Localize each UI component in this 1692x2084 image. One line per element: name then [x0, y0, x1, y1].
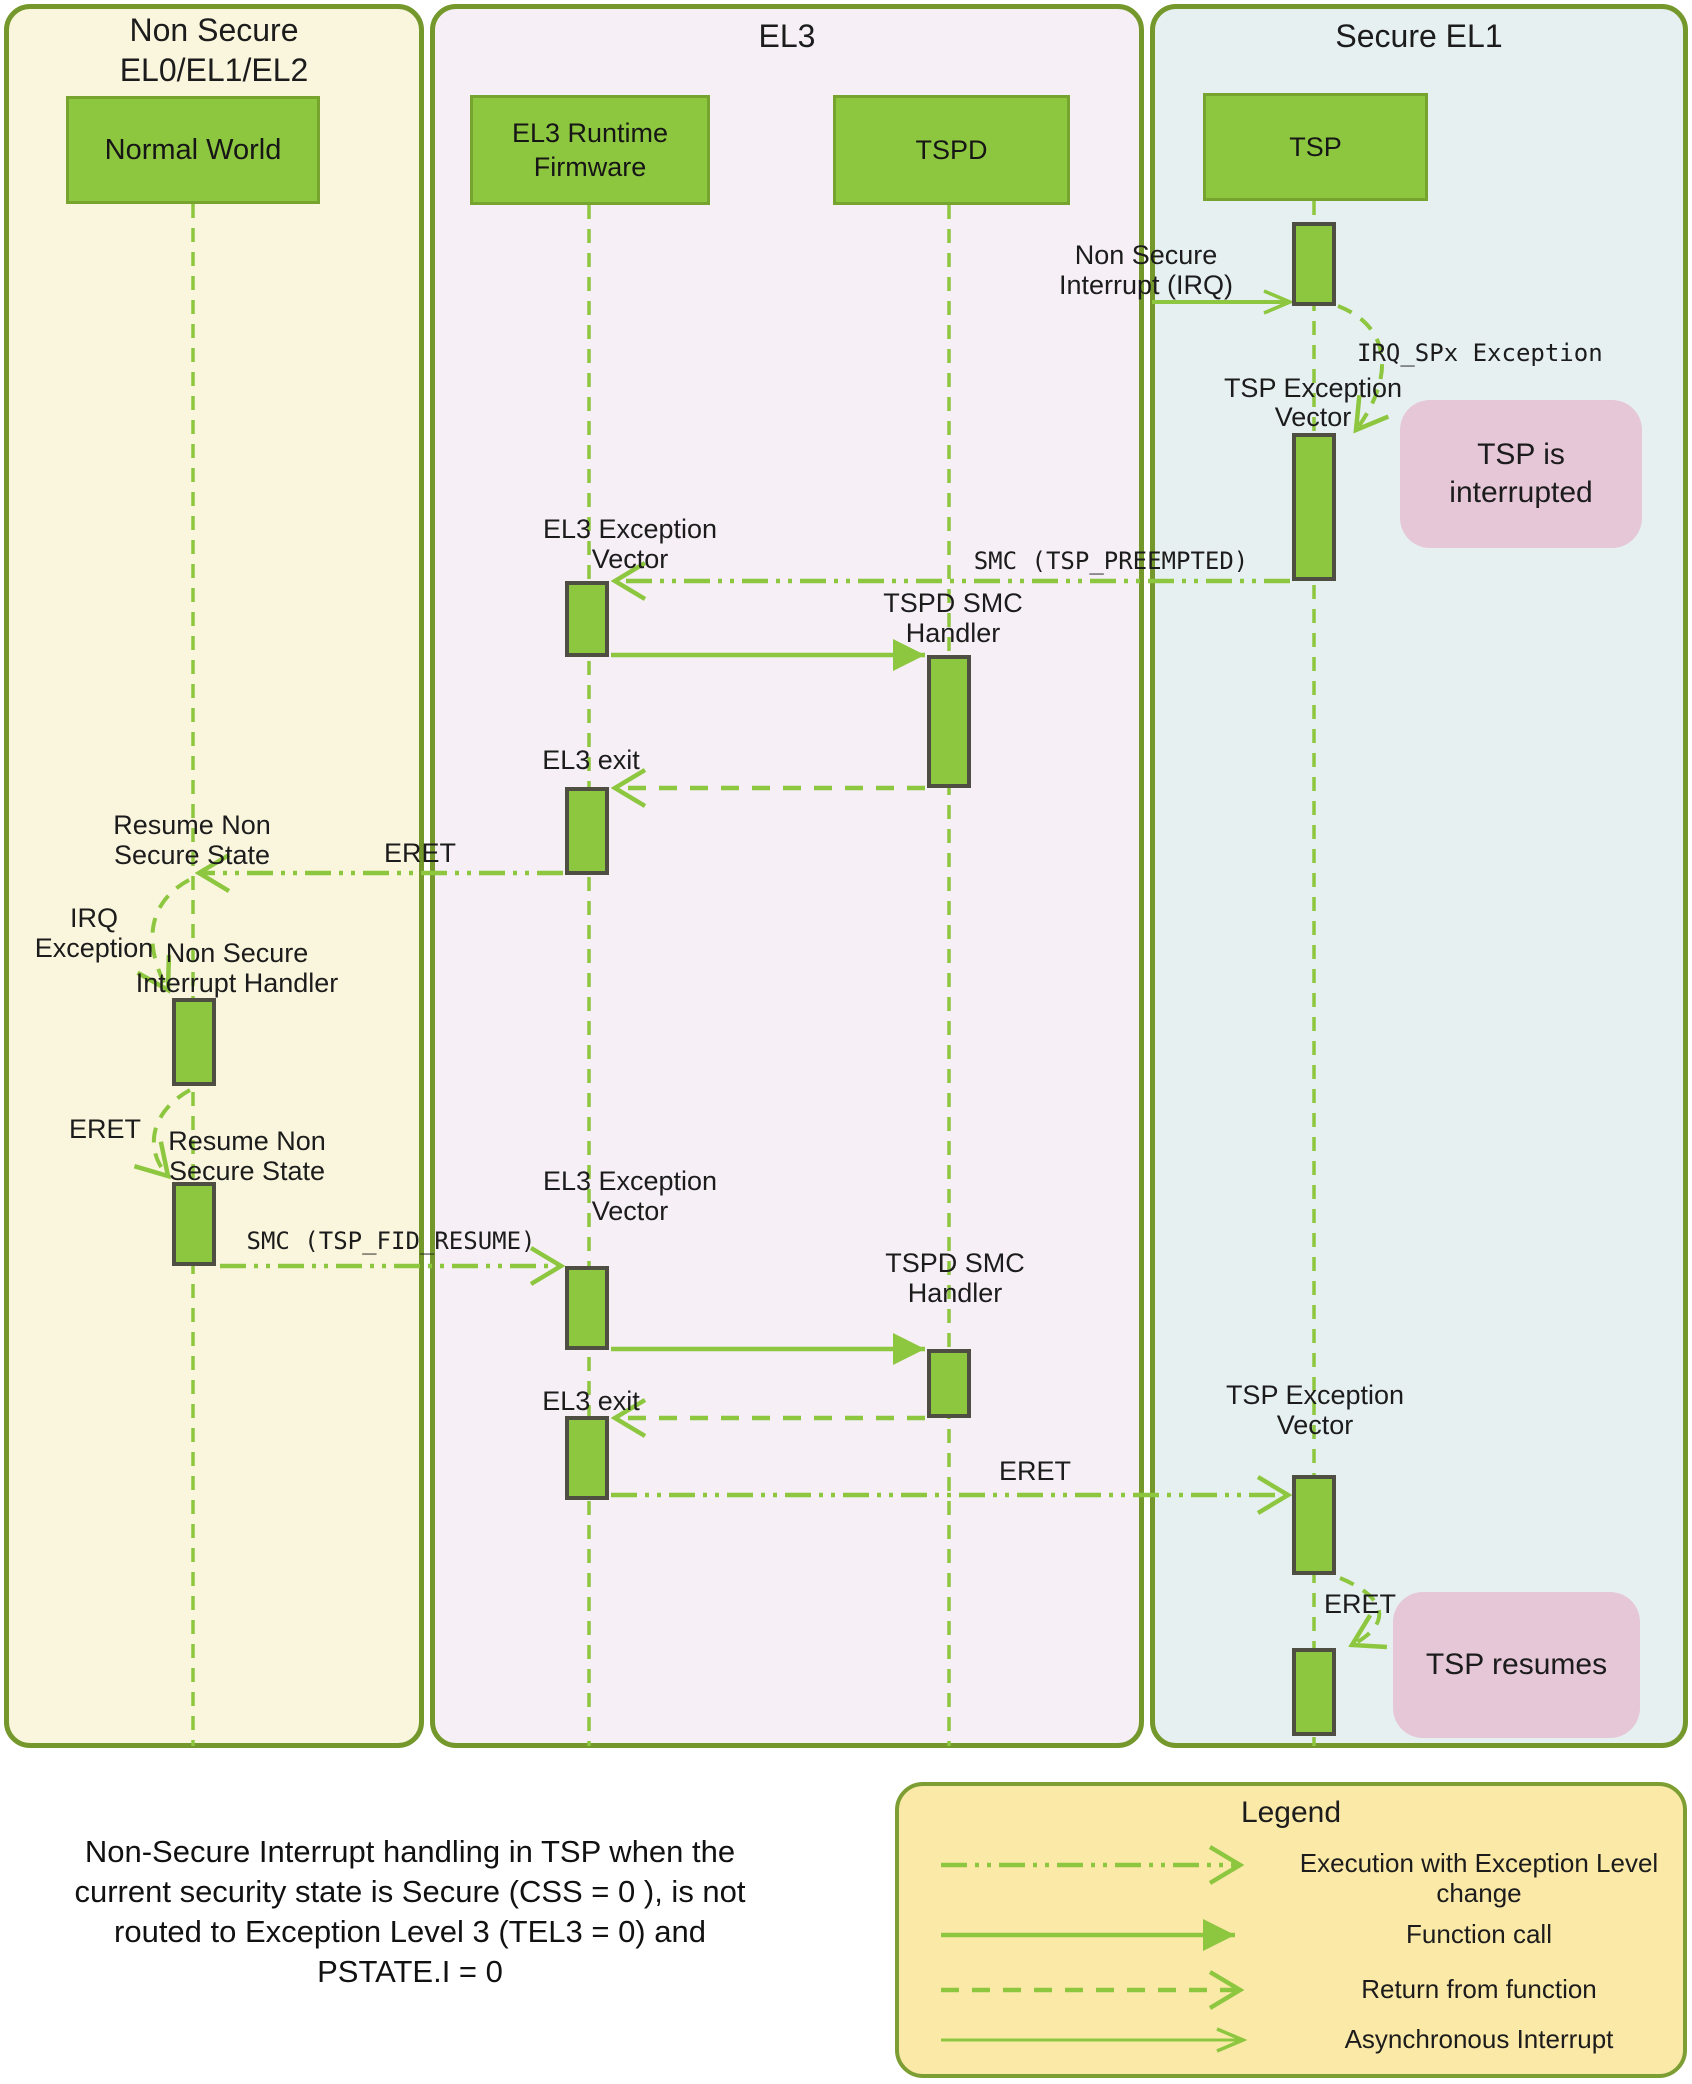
- lane-title-line: EL0/EL1/EL2: [119, 52, 309, 88]
- actor-tsp: [1203, 93, 1428, 201]
- caption-line: routed to Exception Level 3 (TEL3 = 0) and: [114, 1914, 706, 1949]
- message-label-tspd-smc-handler-1: [803, 588, 1103, 648]
- actor-tspd: [833, 95, 1070, 205]
- message-label-non-secure-interrupt-irq: [996, 240, 1296, 300]
- message-label-el3-exit-1: EL3 exit: [542, 745, 640, 775]
- caption-line: current security state is Secure (CSS = 0 ), is not: [74, 1874, 746, 1909]
- message-label-tsp-exception-vector-2: [1165, 1380, 1465, 1440]
- message-label-irq-exception: IRQ Exception: [34, 903, 154, 963]
- label-line: Handler: [907, 1278, 1003, 1308]
- legend-title: Legend: [1240, 1796, 1342, 1829]
- lane-title-line: EL3: [758, 18, 816, 54]
- activation-tsp-exception-vector-2: [1292, 1475, 1336, 1575]
- label-line: EL3 Exception: [542, 1166, 718, 1196]
- message-label-irq-spx-exception: IRQ_SPx Exception: [1357, 339, 1603, 367]
- message-label-el3-exit-2: EL3 exit: [542, 1386, 640, 1416]
- note-tsp-resumes: TSP resumes: [1393, 1592, 1640, 1738]
- activation-tspd-smc-handler-1: [927, 655, 971, 788]
- message-label-el3-exception-vector-2: [480, 1166, 780, 1226]
- caption-line: Non-Secure Interrupt handling in TSP when the: [84, 1834, 736, 1869]
- label-line: TSPD SMC: [885, 1248, 1025, 1278]
- message-label-smc-tsp-preempted: SMC (TSP_PREEMPTED): [973, 547, 1249, 575]
- activation-el3-exception-vector-1: [565, 581, 609, 657]
- label-line: Resume Non: [168, 1126, 326, 1156]
- message-label-tspd-smc-handler-2: [805, 1248, 1105, 1308]
- diagram-caption: [55, 1832, 765, 1992]
- label-line: Vector: [1276, 1410, 1354, 1440]
- label-line: Non Secure: [165, 938, 309, 968]
- message-label-eret-4: ERET: [1323, 1589, 1396, 1619]
- label-line: Handler: [905, 618, 1001, 648]
- activation-el3-exit-1: [565, 787, 609, 875]
- activation-el3-exception-vector-2: [565, 1266, 609, 1350]
- label-line: Resume Non: [113, 810, 271, 840]
- legend-label-function-call: Function call: [1406, 1919, 1552, 1949]
- legend-sample-execution-el-change-icon: [935, 1842, 1275, 1888]
- message-label-eret-2: ERET: [68, 1114, 141, 1144]
- actor-label: EL3 Runtime Firmware: [511, 118, 669, 182]
- activation-ns-interrupt-handler: [172, 998, 216, 1086]
- lane-title-el3: [430, 16, 1144, 56]
- message-label-ns-interrupt-handler: [87, 938, 387, 998]
- message-label-smc-tsp-fid-resume: SMC (TSP_FID_RESUME): [246, 1227, 536, 1255]
- label-line: Interrupt Handler: [135, 968, 339, 998]
- legend-label-execution-el-change: Execution with Exception Level change: [1299, 1848, 1659, 1908]
- lane-title-line: Non Secure: [129, 12, 299, 48]
- label-line: TSP Exception: [1223, 373, 1403, 403]
- actor-label: TSPD: [915, 135, 988, 165]
- label-line: TSP Exception: [1225, 1380, 1405, 1410]
- message-label-eret-3: ERET: [998, 1456, 1071, 1486]
- actor-el3-runtime-firmware: [470, 95, 710, 205]
- lane-title-line: Secure EL1: [1335, 18, 1503, 54]
- lane-non-secure: [4, 4, 424, 1748]
- label-line: Vector: [1274, 402, 1352, 432]
- activation-tsp-exception-vector-1: [1292, 433, 1336, 581]
- message-label-el3-exception-vector-1: [480, 514, 780, 574]
- actor-label: TSP: [1289, 132, 1342, 162]
- label-line: Secure State: [168, 1156, 326, 1186]
- label-line: EL3 Exception: [542, 514, 718, 544]
- note-tsp-is-interrupted: TSP is interrupted: [1400, 400, 1642, 548]
- activation-tspd-smc-handler-2: [927, 1349, 971, 1418]
- actor-label: Normal World: [104, 134, 282, 166]
- label-line: Interrupt (IRQ): [1058, 270, 1234, 300]
- activation-tsp-1: [1292, 222, 1336, 306]
- label-line: Vector: [591, 1196, 669, 1226]
- message-label-resume-non-secure-1: [42, 810, 342, 870]
- activation-ns-resume: [172, 1182, 216, 1266]
- caption-line: PSTATE.I = 0: [317, 1954, 503, 1989]
- activation-el3-exit-2: [565, 1416, 609, 1500]
- lane-title-non-secure: [4, 10, 424, 90]
- label-line: Non Secure: [1074, 240, 1218, 270]
- activation-tsp-final: [1292, 1648, 1336, 1736]
- message-label-resume-non-secure-2: [97, 1126, 397, 1186]
- label-line: Vector: [591, 544, 669, 574]
- actor-normal-world: [66, 96, 320, 204]
- legend-label-return-from-function: Return from function: [1361, 1974, 1597, 2004]
- label-line: Secure State: [113, 840, 271, 870]
- legend-box: [895, 1782, 1687, 2078]
- legend-sample-asynchronous-interrupt-icon: [935, 2017, 1275, 2063]
- legend-label-asynchronous-interrupt: Asynchronous Interrupt: [1344, 2024, 1614, 2054]
- lane-title-secure-el1: [1150, 16, 1688, 56]
- label-line: TSPD SMC: [883, 588, 1023, 618]
- message-label-eret-1: ERET: [383, 838, 456, 868]
- legend-sample-function-call-icon: [935, 1912, 1275, 1958]
- legend-sample-return-from-function-icon: [935, 1967, 1275, 2013]
